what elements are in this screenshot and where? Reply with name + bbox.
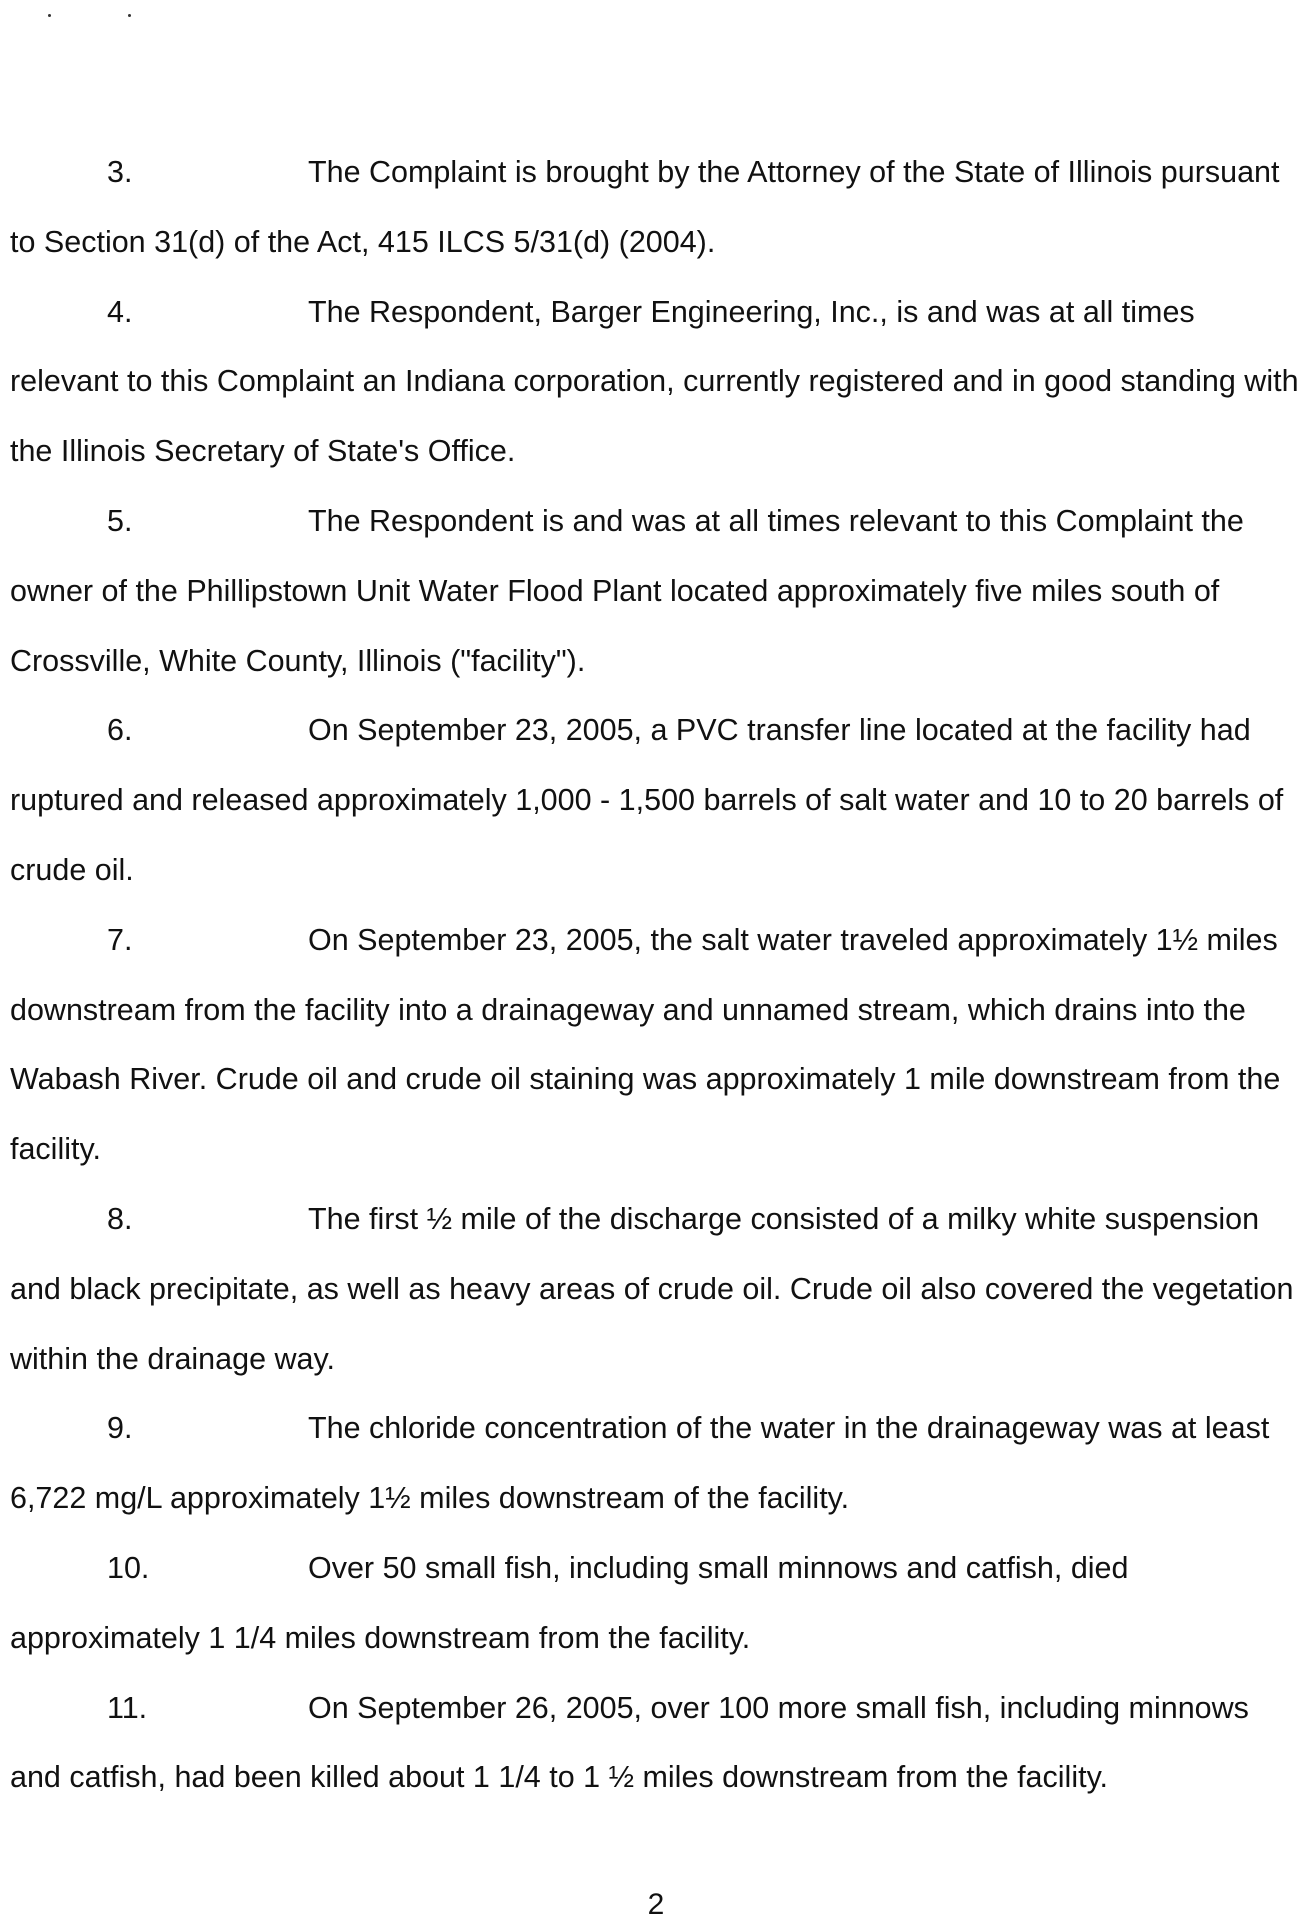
- paragraph-number: 9.: [107, 1411, 133, 1446]
- paragraph-8: [10, 1185, 1308, 1394]
- paragraph-number: 3.: [107, 155, 133, 189]
- paragraph-text: Over 50 small fish, including small minnows and catfish, died approximately 1 1/4 miles downstream from the facility.: [10, 1550, 1129, 1655]
- paragraph-3: [10, 138, 1308, 278]
- paragraph-7: [10, 906, 1308, 1185]
- paragraph-text: On September 23, 2005, a PVC transfer line located at the facility had ruptured and released approximately 1,000 - 1,500 barrels of salt water and 10 to 20 barrels of crude oil.: [10, 713, 1284, 887]
- paragraph-number: 5.: [107, 503, 133, 538]
- paragraph-text: The chloride concentration of the water in the drainageway was at least 6,722 mg/L approximately 1½ miles downstream of the facility.: [10, 1411, 1270, 1516]
- paragraph-11: [10, 1674, 1308, 1814]
- paragraph-number: 8.: [107, 1201, 133, 1236]
- scan-speck: [128, 14, 131, 17]
- paragraph-10: [10, 1534, 1308, 1674]
- paragraph-text: The Respondent, Barger Engineering, Inc., is and was at all times relevant to this Complaint an Indiana corporation, currently registered and in good standing with the Illinois Secretary of State's Office.: [10, 294, 1299, 469]
- page-number: 2: [647, 1888, 665, 1921]
- document-body: [10, 138, 1308, 1813]
- paragraph-number: 6.: [107, 713, 133, 748]
- paragraph-4: [10, 278, 1308, 487]
- paragraph-number: 10.: [107, 1550, 150, 1585]
- paragraph-text: The Complaint is brought by the Attorney of the State of Illinois pursuant to Section 31(d) of the Act, 415 ILCS 5/31(d) (2004).: [10, 155, 1280, 259]
- paragraph-number: 4.: [107, 294, 133, 329]
- paragraph-text: The first ½ mile of the discharge consisted of a milky white suspension and black precipitate, as well as heavy areas of crude oil. Crude oil also covered the vegetation within the drainage way.: [10, 1201, 1294, 1376]
- paragraph-text: On September 26, 2005, over 100 more small fish, including minnows and catfish, had been killed about 1 1/4 to 1 ½ miles downstream from the facility.: [10, 1690, 1249, 1795]
- paragraph-number: 7.: [107, 922, 133, 957]
- paragraph-text: On September 23, 2005, the salt water traveled approximately 1½ miles downstream from the facility into a drainageway and unnamed stream, which drains into the Wabash River. Crude oil and crude oil staining was approximately 1 mile downstream from the facility.: [10, 922, 1281, 1167]
- paragraph-9: [10, 1394, 1308, 1534]
- paragraph-5: [10, 487, 1308, 696]
- paragraph-text: The Respondent is and was at all times relevant to this Complaint the owner of the Phillipstown Unit Water Flood Plant located approximately five miles south of Crossville, White County, Illinois ("facility").: [10, 503, 1244, 678]
- paragraph-number: 11.: [107, 1690, 148, 1725]
- scan-speck: [48, 14, 51, 17]
- paragraph-6: [10, 696, 1308, 905]
